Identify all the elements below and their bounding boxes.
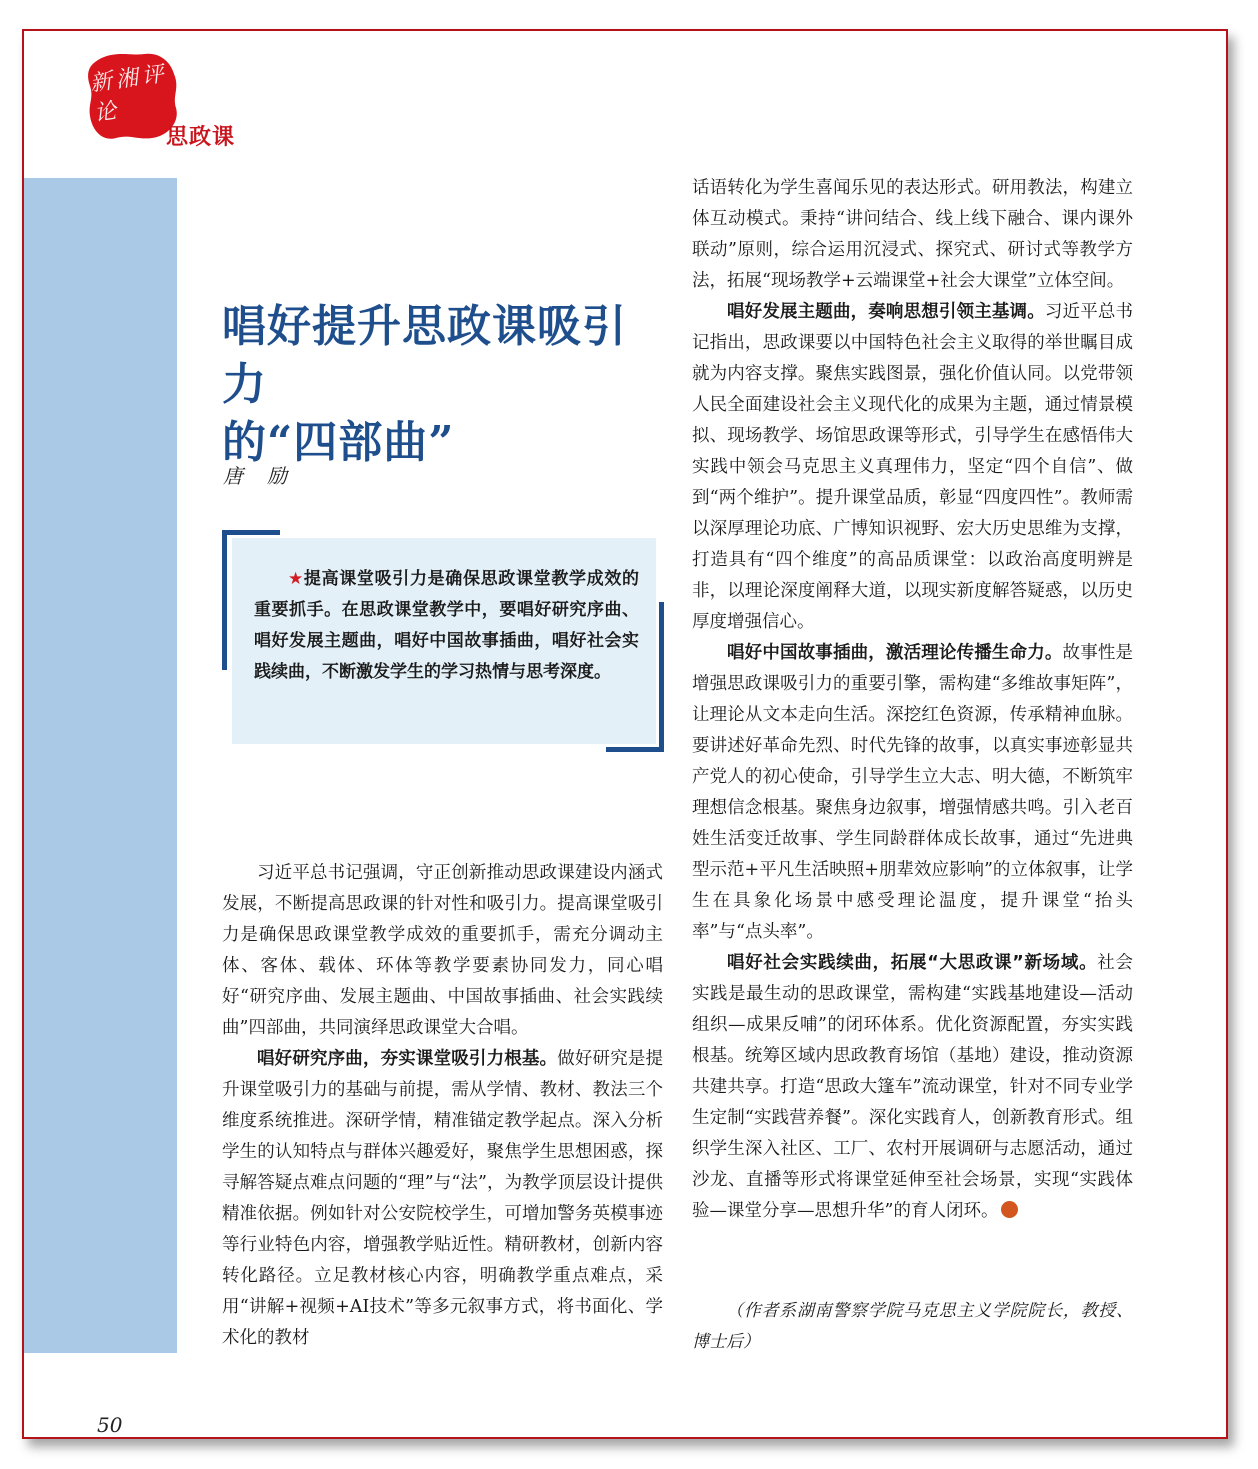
author-name: 唐励 [223, 464, 311, 488]
section-1-continued: 话语转化为学生喜闻乐见的表达形式。研用教法，构建立体互动模式。秉持“讲问结合、线上线下融合、课内课外联动”原则，综合运用沉浸式、探究式、研讨式等教学方法，拓展“现场教学+云端课堂+社会大课堂”立体空间。 [692, 178, 1133, 291]
abstract-corner-bottom-right-vertical [659, 602, 664, 752]
section-1-heading: 唱好研究序曲，夯实课堂吸引力根基。 [257, 1049, 558, 1069]
star-icon: ★ [288, 569, 304, 589]
section-1-paragraph [222, 1044, 663, 1354]
author-note: （作者系湖南警察学院马克思主义学院院长，教授、博士后） [692, 1301, 1133, 1352]
section-label: 思政课 [166, 125, 236, 150]
section-4-heading: 唱好社会实践续曲，拓展“大思政课”新场域。 [727, 953, 1098, 973]
section-2-paragraph [692, 297, 1133, 638]
abstract-corner-top-left [222, 530, 280, 535]
abstract-body: 提高课堂吸引力是确保思政课堂教学成效的重要抓手。在思政课堂教学中，要唱好研究序曲、唱好发展主题曲，唱好中国故事插曲，唱好社会实践续曲，不断激发学生的学习热情与思考深度。 [254, 569, 639, 682]
page-number: 50 [97, 1413, 123, 1437]
title-line-2: 的“四部曲” [222, 417, 455, 468]
section-1-body: 做好研究是提升课堂吸引力的基础与前提，需从学情、教材、教法三个维度系统推进。深研学情，精准锚定教学起点。深入分析学生的认知特点与群体兴趣爱好，聚焦学生思想困惑，探寻解答疑点难点问题的“理”与“法”，为教学顶层设计提供精准依据。例如针对公安院校学生，可增加警务英模事迹等行业特色内容，增强教学贴近性。精研教材，创新内容转化路径。立足教材核心内容，明确教学重点难点，采用“讲解+视频+AI技术”等多元叙事方式，将书面化、学术化的教材 [222, 1049, 664, 1348]
section-2-body: 习近平总书记指出，思政课要以中国特色社会主义取得的举世瞩目成就为内容支撑。聚焦实践图景，强化价值认同。以党带领人民全面建设社会主义现代化的成果为主题，通过情景模拟、现场教学、场馆思政课等形式，引导学生在感悟伟大实践中领会马克思主义真理伟力，坚定“四个自信”、做到“两个维护”。提升课堂品质，彰显“四度四性”。教师需以深厚理论功底、广博知识视野、宏大历史思维为支撑，打造具有“四个维度”的高品质课堂：以政治高度明辨是非，以理论深度阐释大道，以现实新度解答疑惑，以历史厚度增强信心。 [692, 302, 1134, 632]
section-3-heading: 唱好中国故事插曲，激活理论传播生命力。 [727, 643, 1063, 663]
abstract-box [222, 530, 664, 752]
section-4-paragraph [692, 948, 1133, 1227]
section-3-body: 故事性是增强思政课吸引力的重要引擎，需构建“多维故事矩阵”，让理论从文本走向生活。深挖红色资源，传承精神血脉。要讲述好革命先烈、时代先锋的故事，以真实事迹彰显共产党人的初心使命，引导学生立大志、明大德，不断筑牢理想信念根基。聚焦身边叙事，增强情感共鸣。引入老百姓生活变迁故事、学生同龄群体成长故事，通过“先进典型示范+平凡生活映照+朋辈效应影响”的立体叙事，让学生在具象化场景中感受理论温度，提升课堂“抬头率”与“点头率”。 [692, 643, 1134, 942]
intro-paragraph: 习近平总书记强调，守正创新推动思政课建设内涵式发展，不断提高思政课的针对性和吸引力。提高课堂吸引力是确保思政课堂教学成效的重要抓手，需充分调动主体、客体、载体、环体等教学要素协同发力，同心唱好“研究序曲、发展主题曲、中国故事插曲、社会实践续曲”四部曲，共同演绎思政课堂大合唱。 [222, 863, 663, 1038]
body-column-right [692, 173, 1133, 1227]
end-mark-icon [1001, 1201, 1018, 1218]
logo-text: 新湘评论 [88, 61, 170, 127]
body-column-left [222, 858, 663, 1354]
section-2-heading: 唱好发展主题曲，奏响思想引领主基调。 [727, 302, 1045, 322]
side-color-bar [24, 178, 177, 1353]
title-line-1: 唱好提升思政课吸引力 [222, 301, 627, 410]
article-title [222, 298, 662, 472]
abstract-corner-bottom-right [606, 747, 664, 752]
abstract-corner-top-left-vertical [222, 530, 227, 670]
section-3-paragraph [692, 638, 1133, 948]
abstract-text [254, 564, 639, 688]
section-4-body: 社会实践是最生动的思政课堂，需构建“实践基地建设—活动组织—成果反哺”的闭环体系。优化资源配置，夯实实践根基。统筹区域内思政教育场馆（基地）建设，推动资源共建共享。打造“思政大篷车”流动课堂，针对不同专业学生定制“实践营养餐”。深化实践育人，创新教育形式。组织学生深入社区、工厂、农村开展调研与志愿活动，通过沙龙、直播等形式将课堂延伸至社会场景，实现“实践体验—课堂分享—思想升华”的育人闭环。 [692, 953, 1134, 1221]
